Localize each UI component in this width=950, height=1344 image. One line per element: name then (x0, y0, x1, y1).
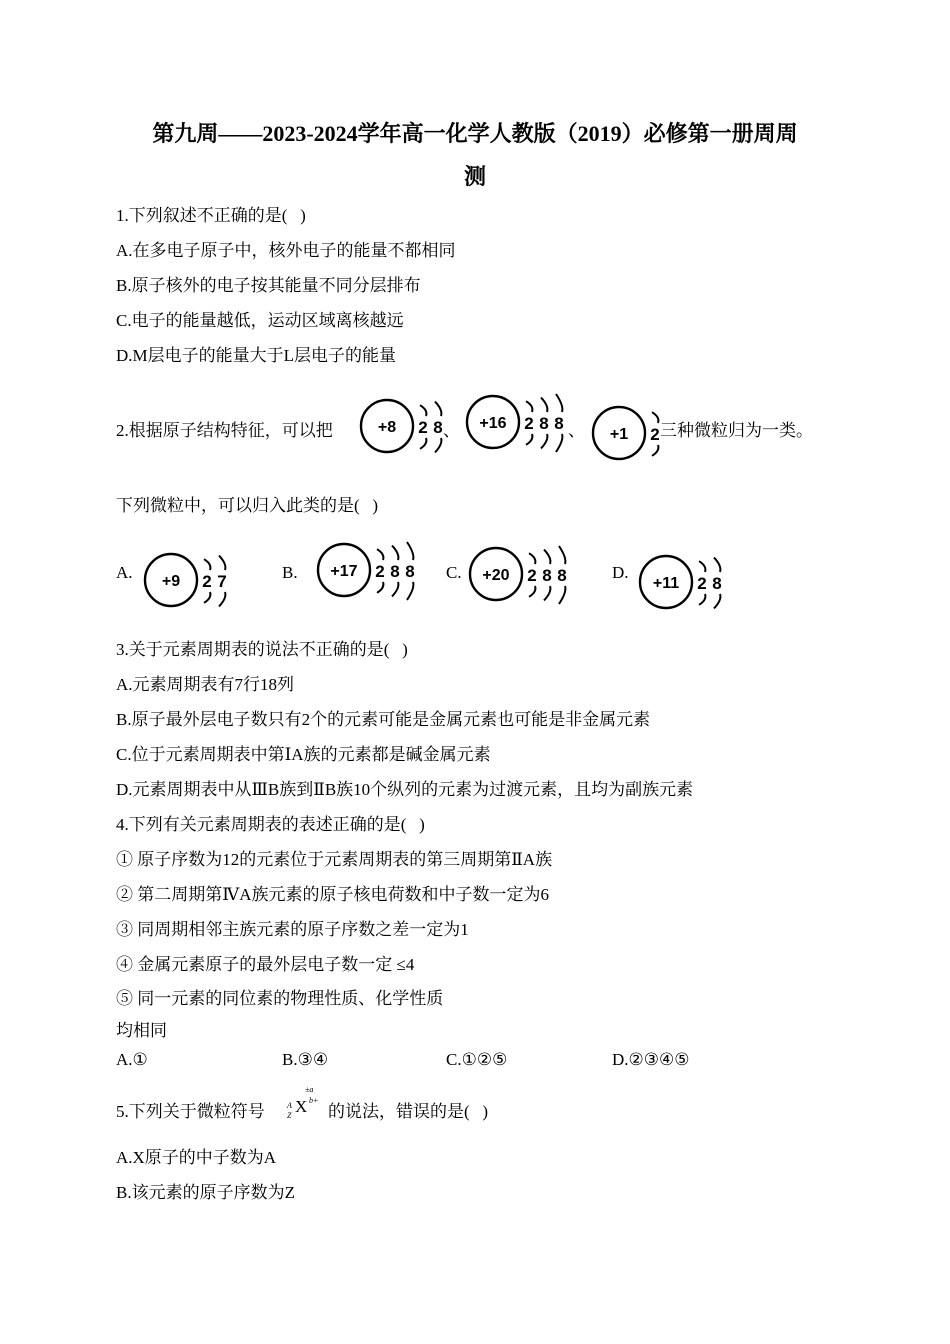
q3-option-b: B.原子最外层电子数只有2个的元素可能是金属元素也可能是非金属元素 (116, 710, 651, 729)
q4-item-3: ③ 同周期相邻主族元素的原子序数之差一定为1 (116, 920, 469, 939)
shell-electron-count: 2 (650, 425, 660, 444)
shell-electron-count: 8 (542, 566, 552, 585)
q5-stem-end: 的说法，错误的是( ) (328, 1102, 489, 1121)
q2-option-c-atom (466, 530, 583, 623)
shell-arc-lower (377, 582, 383, 593)
q4-item-5-cont: 均相同 (116, 1021, 167, 1040)
shell-arc-upper (544, 550, 550, 564)
shell-arc-lower (556, 434, 562, 452)
q5-stem-start: 5.下列关于微粒符号 (116, 1102, 265, 1121)
shell-electron-count: 7 (217, 572, 227, 591)
shell-arc-upper (526, 401, 532, 412)
page-title-line2: 测 (463, 164, 486, 189)
shell-arc-lower (219, 592, 225, 606)
shell-arc-upper (435, 402, 441, 416)
q2-stem-end: 三种微粒归为一类。 (660, 421, 813, 440)
q2-option-a-label: A. (116, 563, 133, 582)
shell-electron-count: 8 (390, 562, 400, 581)
shell-arc-lower (699, 594, 705, 605)
q5-sup-top: ±a (305, 1085, 314, 1094)
atom-diagram (463, 378, 580, 466)
atom-diagram (314, 526, 431, 614)
shell-arc-upper (556, 394, 562, 412)
shell-arc-upper (204, 559, 210, 570)
q2-option-a-atom (141, 536, 243, 629)
shell-arc-upper (559, 546, 565, 564)
nucleus-charge: +8 (377, 419, 397, 436)
q1-option-a: A.在多电子原子中，核外电子的能量不都相同 (116, 241, 456, 260)
shell-arc-lower (435, 438, 441, 452)
shell-arc-lower (392, 582, 398, 596)
q4-item-1: ① 原子序数为12的元素位于元素周期表的第三周期第ⅡA族 (116, 850, 553, 869)
q1-option-b: B.原子核外的电子按其能量不同分层排布 (116, 276, 421, 295)
shell-electron-count: 8 (554, 414, 564, 433)
shell-arc-upper (420, 405, 426, 416)
q2-option-c-label: C. (446, 563, 462, 582)
q1-option-c: C.电子的能量越低，运动区域离核越远 (116, 311, 404, 330)
shell-electron-count: 8 (539, 414, 549, 433)
shell-electron-count: 8 (405, 562, 415, 581)
q3-option-d: D.元素周期表中从ⅢB族到ⅡB族10个纵列的元素为过渡元素，且均为副族元素 (116, 780, 694, 799)
atom-diagram (636, 538, 738, 626)
shell-electron-count: 2 (527, 566, 537, 585)
q4-option-a: A.① (116, 1050, 148, 1069)
nucleus-charge: +16 (479, 415, 507, 432)
q4-item-5: ⑤ 同一元素的同位素的物理性质、化学性质 (116, 989, 444, 1008)
shell-arc-upper (541, 398, 547, 412)
q4-option-d: D.②③④⑤ (612, 1050, 690, 1069)
q2-separator-2: 、 (568, 421, 585, 440)
shell-arc-lower (407, 582, 413, 600)
shell-arc-upper (377, 549, 383, 560)
q4-option-b: B.③④ (282, 1050, 329, 1069)
shell-arc-lower (544, 586, 550, 600)
shell-electron-count: 2 (202, 572, 212, 591)
nucleus-charge: +20 (482, 567, 510, 584)
page-title-line1: 第九周——2023-2024学年高一化学人教版（2019）必修第一册周周 (152, 121, 798, 146)
nucleus-charge: +1 (609, 426, 629, 443)
q2-option-d-atom (636, 538, 738, 631)
shell-electron-count: 2 (375, 562, 385, 581)
q5-option-b: B.该元素的原子序数为Z (116, 1183, 295, 1202)
shell-arc-lower (526, 434, 532, 445)
q4-stem: 4.下列有关元素周期表的表述正确的是( ) (116, 815, 425, 834)
q2-stem-line2: 下列微粒中，可以归入此类的是( ) (116, 496, 379, 515)
shell-arc-upper (699, 561, 705, 572)
shell-arc-lower (204, 592, 210, 603)
shell-arc-upper (652, 412, 658, 423)
shell-arc-lower (714, 594, 720, 608)
shell-arc-upper (529, 553, 535, 564)
q3-stem: 3.关于元素周期表的说法不正确的是( ) (116, 640, 408, 659)
q2-example-2 (463, 378, 580, 471)
q5-sup-right: b+ (309, 1096, 319, 1105)
q3-option-a: A.元素周期表有7行18列 (116, 675, 295, 694)
q2-option-b-atom (314, 526, 431, 619)
atom-diagram (466, 530, 583, 618)
q4-item-4: ④ 金属元素原子的最外层电子数一定 ≤4 (116, 955, 415, 974)
shell-electron-count: 8 (712, 574, 722, 593)
shell-arc-lower (559, 586, 565, 604)
shell-arc-lower (652, 445, 658, 456)
shell-arc-upper (219, 556, 225, 570)
shell-arc-upper (392, 546, 398, 560)
shell-arc-upper (714, 558, 720, 572)
nucleus-charge: +11 (652, 575, 680, 592)
q5-option-a: A.X原子的中子数为A (116, 1148, 277, 1167)
shell-arc-lower (529, 586, 535, 597)
shell-electron-count: 2 (524, 414, 534, 433)
q4-item-2: ② 第二周期第ⅣA族元素的原子核电荷数和中子数一定为6 (116, 885, 550, 904)
q5-pre-bottom: Z (287, 1111, 292, 1120)
shell-electron-count: 8 (433, 418, 443, 437)
q5-symbol: X (295, 1097, 308, 1116)
q2-option-d-label: D. (612, 563, 629, 582)
q2-separator-1: 、 (443, 421, 460, 440)
q1-option-d: D.M层电子的能量大于L层电子的能量 (116, 346, 397, 365)
shell-arc-lower (541, 434, 547, 448)
shell-electron-count: 2 (418, 418, 428, 437)
q3-option-c: C.位于元素周期表中第ⅠA族的元素都是碱金属元素 (116, 745, 491, 764)
shell-arc-lower (420, 438, 426, 449)
nucleus-charge: +17 (330, 563, 358, 580)
q4-option-c: C.①②⑤ (446, 1050, 508, 1069)
shell-electron-count: 2 (697, 574, 707, 593)
shell-electron-count: 8 (557, 566, 567, 585)
nucleus-charge: +9 (161, 573, 181, 590)
shell-arc-upper (407, 542, 413, 560)
q2-stem-start: 2.根据原子结构特征，可以把 (116, 421, 333, 440)
q1-stem: 1.下列叙述不正确的是( ) (116, 206, 306, 225)
q5-pre-top: A (287, 1101, 292, 1110)
q2-option-b-label: B. (282, 563, 298, 582)
atom-diagram (141, 536, 243, 624)
